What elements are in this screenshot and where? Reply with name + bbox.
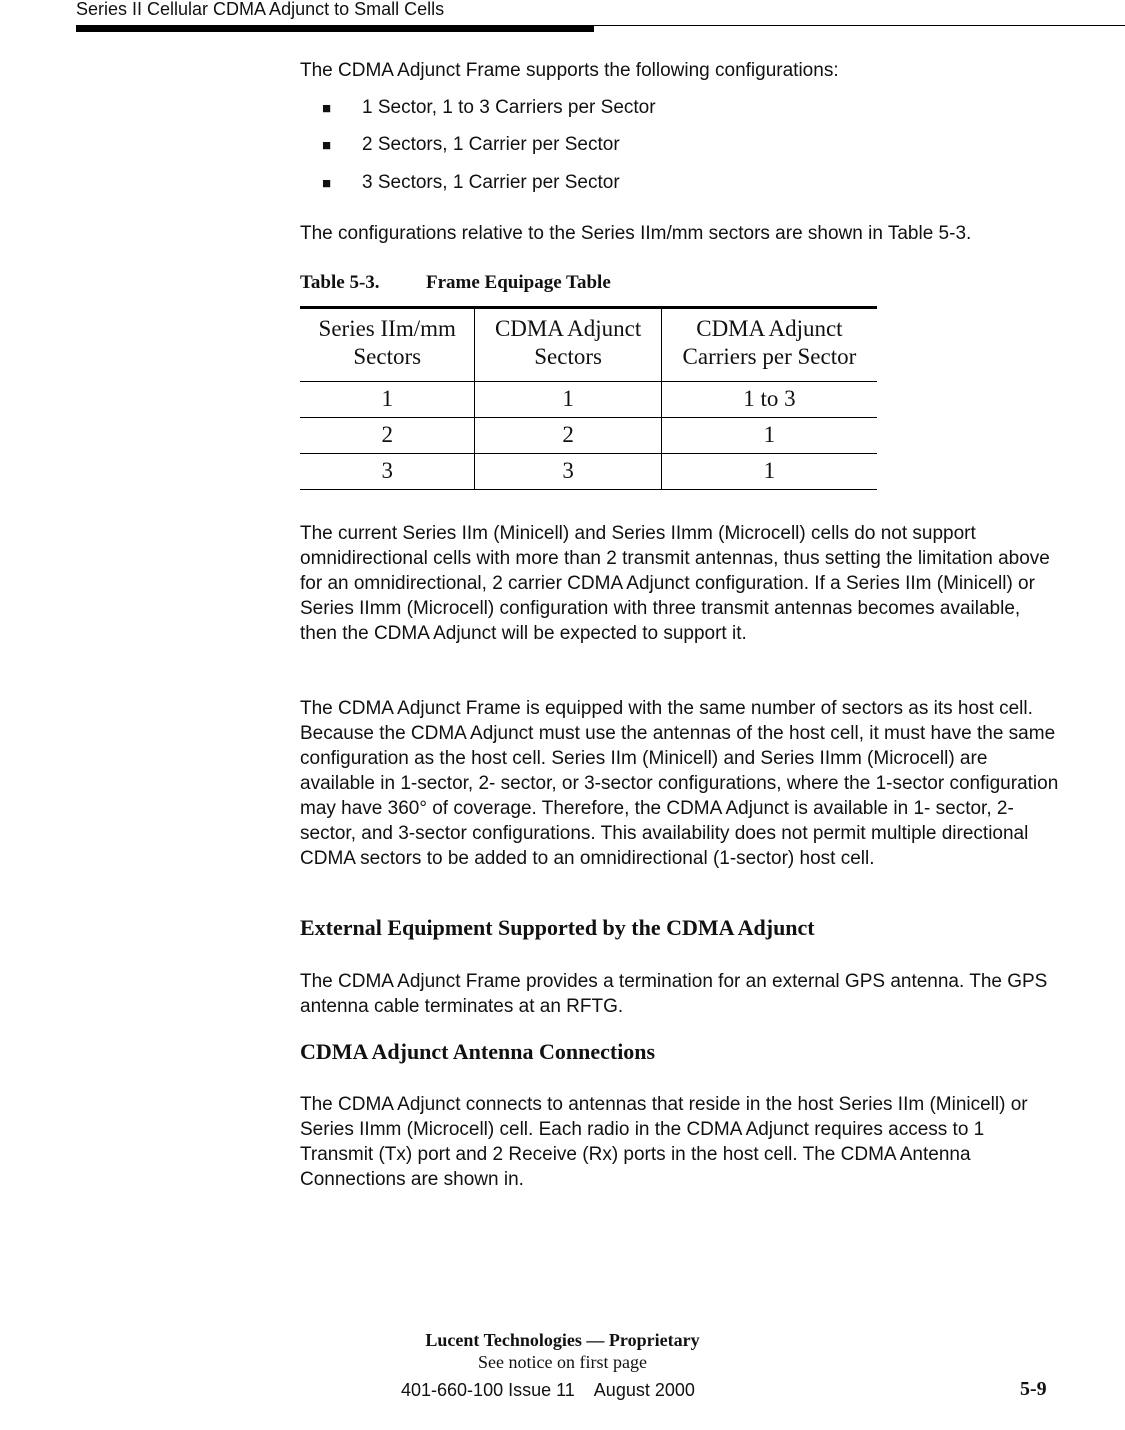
list-item-text: 1 Sector, 1 to 3 Carriers per Sector: [362, 97, 656, 118]
table-reference-paragraph: The configurations relative to the Series IIm/mm sectors are shown in Table 5-3.: [300, 223, 972, 244]
page-number: 5-9: [1020, 1378, 1047, 1400]
table-number: Table 5-3.: [300, 272, 380, 293]
intro-paragraph: The CDMA Adjunct Frame supports the following configurations:: [300, 60, 839, 81]
list-item-text: 2 Sectors, 1 Carrier per Sector: [362, 134, 620, 155]
list-item: [322, 95, 656, 121]
header-thick-rule: [76, 25, 594, 32]
section-heading-external-equipment: External Equipment Supported by the CDMA Adjunct: [300, 915, 815, 940]
table-caption: [300, 272, 611, 294]
list-item: [322, 170, 620, 196]
table-cell: 2: [475, 418, 661, 454]
column-header-series-sectors: Series IIm/mm Sectors: [300, 308, 475, 382]
paragraph-omnidirectional-limit: The current Series IIm (Minicell) and Series IImm (Microcell) cells do not support omnidirectional cells with more than 2 transmit antennas, thus setting the limitation above for an omnidirectional, 2 carrier CDMA Adjunct configuration. If a Series IIm (Minicell) or Series IImm (Microcell) configuration with three transmit antennas becomes available, then the CDMA Adjunct will be expected to support it.: [300, 523, 1050, 644]
table-cell: 3: [300, 454, 475, 490]
table-title: Frame Equipage Table: [426, 272, 611, 293]
list-item-text: 3 Sectors, 1 Carrier per Sector: [362, 172, 620, 193]
footer-notice: See notice on first page: [478, 1352, 647, 1372]
column-header-cdma-sectors: CDMA Adjunct Sectors: [475, 308, 661, 382]
table-cell: 1 to 3: [661, 382, 877, 418]
paragraph-sector-config: The CDMA Adjunct Frame is equipped with the same number of sectors as its host cell. Because the CDMA Adjunct must use the antennas of the host cell, it must have the same configuration as the host cell. Series IIm (Minicell) and Series IImm (Microcell) are available in 1-sector, 2- sector, or 3-sector configurations, where the 1-sector configuration may have 360° of coverage. Therefore, the CDMA Adjunct is available in 1- sector, 2- sector, and 3-sector configurations. This availability does not permit multiple directional CDMA sectors to be added to an omnidirectional (1-sector) host cell.: [300, 698, 1059, 869]
table-cell: 1: [661, 418, 877, 454]
square-bullet-icon: ■: [322, 137, 332, 154]
table-cell: 1: [661, 454, 877, 490]
table-cell: 1: [300, 382, 475, 418]
paragraph-gps-antenna: The CDMA Adjunct Frame provides a termination for an external GPS antenna. The GPS antenna cable terminates at an RFTG.: [300, 971, 1048, 1017]
footer-company: Lucent Technologies — Proprietary: [425, 1330, 700, 1350]
table-header-row: [300, 308, 877, 382]
paragraph-antenna-connections: The CDMA Adjunct connects to antennas that reside in the host Series IIm (Minicell) or Series IImm (Microcell) cell. Each radio in the CDMA Adjunct requires access to 1 Transmit (Tx) port and 2 Receive (Rx) ports in the host cell. The CDMA Antenna Connections are shown in.: [300, 1094, 1028, 1190]
table-cell: 1: [475, 382, 661, 418]
square-bullet-icon: ■: [322, 175, 332, 192]
list-item: [322, 132, 620, 158]
footer-document-id: 401-660-100 Issue 11 August 2000: [401, 1380, 695, 1400]
table-row: [300, 454, 877, 490]
section-heading-antenna-connections: CDMA Adjunct Antenna Connections: [300, 1039, 656, 1064]
table-cell: 2: [300, 418, 475, 454]
table-row: [300, 382, 877, 418]
square-bullet-icon: ■: [322, 100, 332, 117]
table-cell: 3: [475, 454, 661, 490]
running-title: Series II Cellular CDMA Adjunct to Small Cells: [76, 0, 445, 19]
table-row: [300, 418, 877, 454]
column-header-cdma-carriers: CDMA Adjunct Carriers per Sector: [661, 308, 877, 382]
frame-equipage-table: [300, 306, 877, 490]
